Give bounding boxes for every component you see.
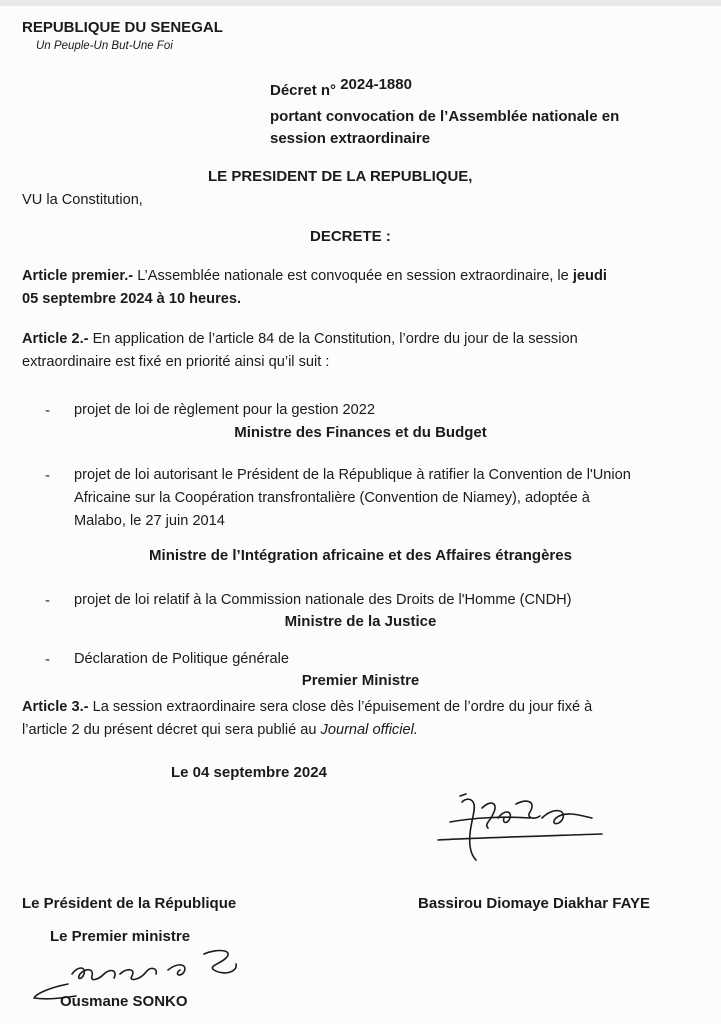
president-name: Bassirou Diomaye Diakhar FAYE bbox=[418, 895, 651, 912]
agenda-item-2-line3: Malabo, le 27 juin 2014 bbox=[74, 513, 225, 529]
decree-number bbox=[270, 76, 412, 99]
decrete-heading: DECRETE : bbox=[310, 228, 391, 245]
article2-line2: extraordinaire est fixé en priorité ainsi qu’il suit : bbox=[22, 354, 330, 370]
agenda-bullet: - bbox=[45, 592, 50, 609]
decree-subject-line2: session extraordinaire bbox=[270, 130, 431, 147]
article1-title: Article premier.- bbox=[22, 268, 134, 284]
agenda-item-4: Déclaration de Politique générale bbox=[74, 651, 289, 667]
agenda-ministry-1: Ministre des Finances et du Budget bbox=[234, 424, 487, 441]
article1-text: L’Assemblée nationale est convoquée en session extraordinaire, le bbox=[137, 268, 569, 284]
agenda-ministry-4: Premier Ministre bbox=[301, 672, 420, 689]
agenda-item-2-line1: projet de loi autorisant le Président de la République à ratifier la Convention de l'Union bbox=[74, 467, 631, 483]
article2-title: Article 2.- bbox=[22, 331, 89, 347]
decree-number-label: Décret n° bbox=[270, 82, 337, 99]
country-name: REPUBLIQUE DU SENEGAL bbox=[22, 19, 223, 36]
article3-title: Article 3.- bbox=[22, 699, 89, 715]
president-title: Le Président de la République bbox=[22, 895, 237, 912]
article2-line1: Article 2.- En application de l’article 84 de la Constitution, l’ordre du jour de la session bbox=[22, 331, 578, 347]
agenda-ministry-3: Ministre de la Justice bbox=[284, 613, 437, 630]
article1-day: jeudi bbox=[572, 268, 607, 284]
agenda-item-2-line2: Africaine sur la Coopération transfrontalière (Convention de Niamey), adoptée à bbox=[74, 490, 590, 506]
journal-officiel: Journal officiel. bbox=[320, 722, 418, 738]
national-motto: Un Peuple-Un But-Une Foi bbox=[36, 40, 173, 52]
decree-page bbox=[0, 6, 721, 1024]
pm-title: Le Premier ministre bbox=[50, 928, 191, 945]
agenda-bullet: - bbox=[45, 467, 50, 484]
agenda-ministry-2: Ministre de l’Intégration africaine et des Affaires étrangères bbox=[149, 547, 572, 564]
article3-line2: l’article 2 du présent décret qui sera publié au Journal officiel. bbox=[22, 722, 418, 738]
article1-datetime: 05 septembre 2024 à 10 heures. bbox=[22, 291, 242, 307]
vu-constitution: VU la Constitution, bbox=[22, 192, 143, 208]
signing-date: Le 04 septembre 2024 bbox=[171, 764, 327, 781]
agenda-bullet: - bbox=[45, 651, 50, 668]
agenda-item-3: projet de loi relatif à la Commission nationale des Droits de l'Homme (CNDH) bbox=[74, 592, 572, 608]
agenda-bullet: - bbox=[45, 402, 50, 419]
president-heading: LE PRESIDENT DE LA REPUBLIQUE, bbox=[208, 168, 473, 185]
decree-subject-line1: portant convocation de l’Assemblée nationale en bbox=[270, 108, 620, 125]
article1-line1 bbox=[22, 268, 607, 284]
president-signature bbox=[432, 788, 612, 868]
decree-number-value: 2024-1880 bbox=[340, 76, 412, 93]
pm-name: Ousmane SONKO bbox=[60, 993, 188, 1010]
article3-line1: Article 3.- La session extraordinaire sera close dès l’épuisement de l’ordre du jour fixé à bbox=[22, 699, 593, 715]
agenda-item-1: projet de loi de règlement pour la gestion 2022 bbox=[74, 402, 375, 418]
